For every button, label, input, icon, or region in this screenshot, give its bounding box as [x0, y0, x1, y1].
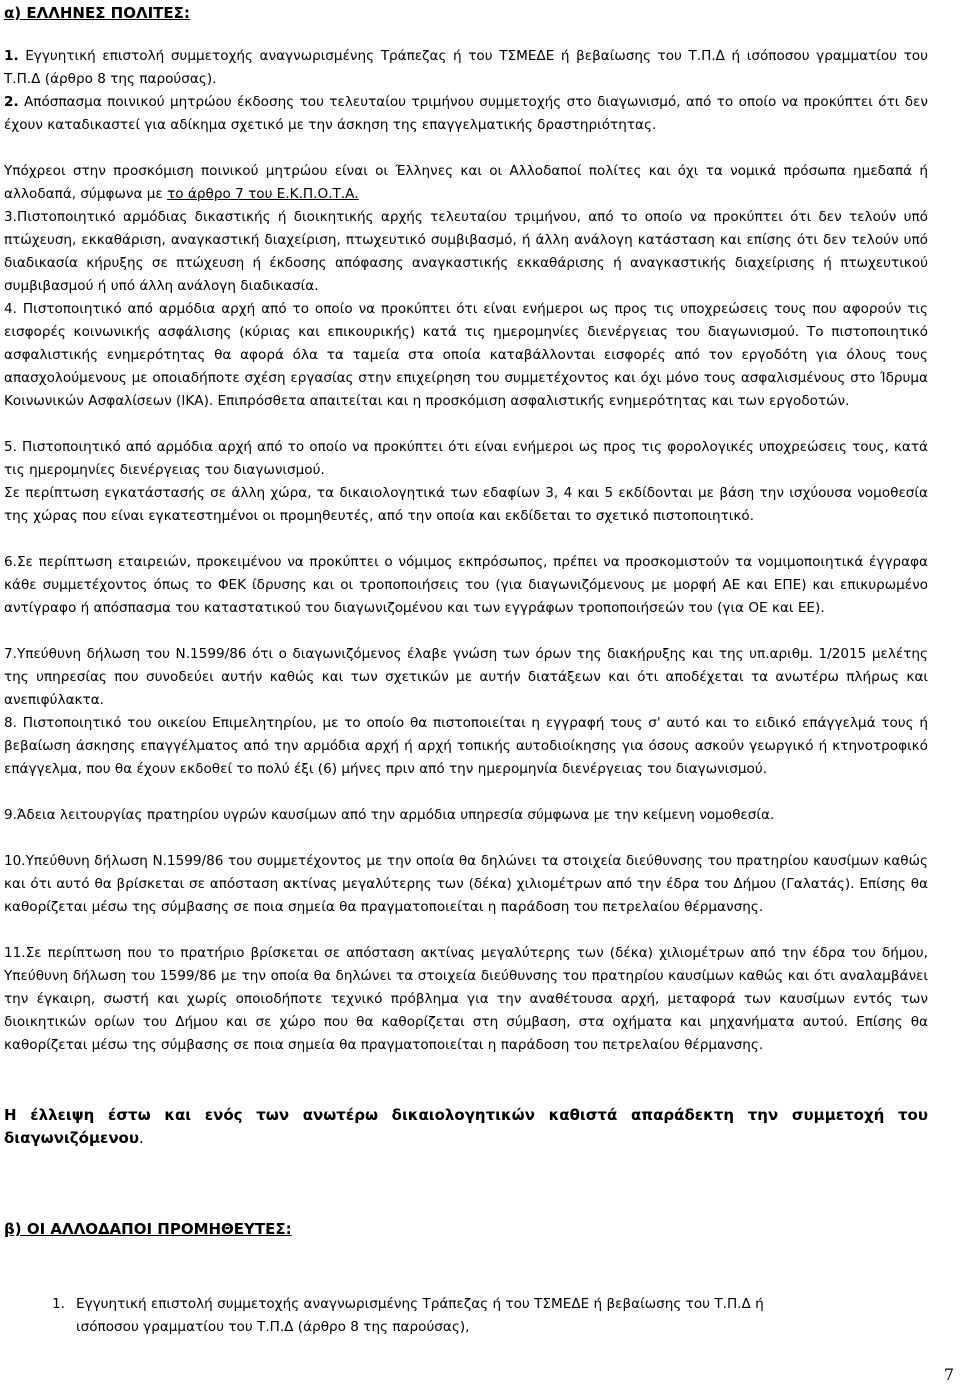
law-reference-link[interactable]: το άρθρο 7 του Ε.Κ.Π.Ο.Τ.Α.	[167, 185, 359, 202]
section-a-item-10: 10.Υπεύθυνη δήλωση Ν.1599/86 του συμμετέχοντος με την οποία θα δηλώνει τα στοιχεία διεύθυνσης του πρατηρίου καυσίμων καθώς και ότι αυτό θα βρίσκεται σε απόσταση ακτίνας μεγαλύτερης των (δέκα) χιλιομέτρων από την έδρα του Δήμου (Γαλατάς). Επίσης θα καθορίζεται μέσω της σύμβασης σε ποια σημεία θα πραγματοποιείται η παράδοση του πετρελαίου θέρμανσης.	[4, 853, 928, 915]
section-b-heading: β) ΟΙ ΑΛΛΟΔΑΠΟΙ ΠΡΟΜΗΘΕΥΤΕΣ:	[4, 1220, 292, 1238]
section-a-item-8: 8. Πιστοποιητικό του οικείου Επιμελητηρίου, με το οποίο θα πιστοποιείται η εγγραφή τους σ' αυτό και το ειδικό επάγγελμά τους ή βεβαίωση άσκησης επαγγέλματος από την αρμόδια αρχή ή αρχή τοπικής αυτοδιοίκησης για όσους ασκούν γεωργικό ή κτηνοτροφικό επάγγελμα, που θα έχουν εκδοθεί το πολύ έξι (6) μήνες πριν από την ημερομηνία διενέργειας του διαγωνισμού.	[4, 715, 928, 777]
page-number: 7	[943, 1365, 954, 1384]
section-a-item-4: 4. Πιστοποιητικό από αρμόδια αρχή από το οποίο να προκύπτει ότι είναι ενήμεροι ως προς τις υποχρεώσεις τους που αφορούν τις εισφορές κοινωνικής ασφάλισης (κύριας και επικουρικής) κατά τις ημερομηνίες διενέργειας του διαγωνισμού. Το πιστοποιητικό ασφαλιστικής ενημερότητας θα αφορά όλα τα ταμεία στα οποία καταβάλλονται εισφορές από τον εργοδότη για όλους τους απασχολούμενους με οποιαδήποτε σχέση εργασίας στην επιχείρηση του συμμετέχοντος και όχι μόνο τους ασφαλισμένους στο Ίδρυμα Κοινωνικών Ασφαλίσεων (ΙΚΑ). Επιπρόσθετα απαιτείται και η προσκόμιση ασφαλιστικής ενημερότητας και των εργοδοτών.	[4, 301, 928, 409]
closing-statement	[4, 1104, 928, 1150]
closing-period: .	[138, 1129, 144, 1147]
item-number: 2.	[4, 94, 19, 110]
section-a-item-9: 9.Άδεια λειτουργίας πρατηρίου υγρών καυσίμων από την αρμόδια υπηρεσία σύμφωνα με την κείμενη νομοθεσία.	[4, 807, 775, 823]
section-a-item-6: 6.Σε περίπτωση εταιρειών, προκειμένου να προκύπτει ο νόμιμος εκπρόσωπος, πρέπει να προσκομιστούν τα νομιμοποιητικά έγγραφα κάθε συμμετέχοντος όπως το ΦΕΚ ίδρυσης και οι τροποποιήσεις του (για διαγωνιζόμενους με μορφή ΑΕ και ΕΠΕ) και επικυρωμένο αντίγραφο ή απόσπασμα του καταστατικού του διαγωνιζομένου και των εγγράφων τροποποιήσεών του (για ΟΕ και ΕΕ).	[4, 554, 928, 616]
item-text: Εγγυητική επιστολή συμμετοχής αναγνωρισμένης Τράπεζας ή του ΤΣΜΕΔΕ ή βεβαίωσης του Τ.Π.Δ ή	[76, 1296, 764, 1312]
item-number: 1.	[4, 48, 19, 64]
section-a-item-3: 3.Πιστοποιητικό αρμόδιας δικαστικής ή διοικητικής αρχής τελευταίου τριμήνου, από το οποίο να προκύπτει ότι δεν τελούν υπό πτώχευση, εκκαθάριση, αναγκαστική διαχείριση, πτωχευτικό συμβιβασμό, ή άλλη ανάλογη κατάσταση και επίσης ότι δεν τελούν υπό διαδικασία κήρυξης σε πτώχευση ή έκδοσης απόφασης αναγκαστικής εκκαθάρισης ή αναγκαστικής διαχείρισης ή πτωχευτικού συμβιβασμού ή υπό άλλη ανάλογη διαδικασία.	[4, 209, 928, 294]
section-b-item-1-line-2: ισόποσου γραμματίου του Τ.Π.Δ (άρθρο 8 της παρούσας),	[76, 1318, 470, 1335]
section-a-item-7: 7.Υπεύθυνη δήλωση του Ν.1599/86 ότι ο διαγωνιζόμενος έλαβε γνώση των όρων της διακήρυξης και της υπ.αριθμ. 1/2015 μελέτης της υπηρεσίας που συνοδεύει αυτήν καθώς και των σχετικών με αυτήν διατάξεων και ότι αποδέχεται τα ανωτέρω πλήρως και ανεπιφύλακτα.	[4, 646, 928, 708]
section-a-item-5-note: Σε περίπτωση εγκατάστασής σε άλλη χώρα, τα δικαιολογητικά των εδαφίων 3, 4 και 5 εκδίδονται με βάση την ισχύουσα νομοθεσία της χώρας που είναι εγκατεστημένοι οι προμηθευτές, από την οποία και εκδίδεται το σχετικό πιστοποιητικό.	[4, 485, 928, 524]
section-a-item-2	[4, 91, 928, 137]
item-text: Απόσπασμα ποινικού μητρώου έκδοσης του τελευταίου τριμήνου συμμετοχής στο διαγωνισμό, από το οποίο να προκύπτει ότι δεν έχουν καταδικαστεί για αδίκημα σχετικό με την άσκηση της επαγγελματικής δραστηριότητας.	[4, 94, 928, 133]
section-b-item-1-line-1	[52, 1293, 928, 1316]
section-a-item-1	[4, 45, 928, 91]
item-number: 1.	[52, 1296, 65, 1312]
note-text: Υπόχρεοι στην προσκόμιση ποινικού μητρώου είναι οι Έλληνες και οι Αλλοδαποί πολίτες και όχι τα νομικά πρόσωπα ημεδαπά ή αλλοδαπά, σύμφωνα με	[4, 163, 928, 202]
section-a-item-2-note	[4, 160, 928, 206]
section-a-item-11: 11.Σε περίπτωση που το πρατήριο βρίσκεται σε απόσταση ακτίνας μεγαλύτερης των (δέκα) χιλιομέτρων από την έδρα του δήμου, Υπεύθυνη δήλωση του 1599/86 με την οποία θα δηλώνει τα στοιχεία διεύθυνσης του πρατηρίου καυσίμων καθώς και ότι αναλαμβάνει την έγκαιρη, σωστή και χωρίς οποιοδήποτε τεχνικό πρόβλημα για την αναθέτουσα αρχή, μεταφορά των καυσίμων εντός των διοικητικών ορίων του Δήμου και σε χώρο που θα καθορίζεται στη σύμβαση, στα οχήματα και μηχανήματα αυτού. Επίσης θα καθορίζεται μέσω της σύμβασης σε ποια σημεία θα πραγματοποιείται η παράδοση του πετρελαίου θέρμανσης.	[4, 945, 928, 1053]
item-text: Εγγυητική επιστολή συμμετοχής αναγνωρισμένης Τράπεζας ή του ΤΣΜΕΔΕ ή βεβαίωσης του Τ.Π.Δ ή ισόποσου γραμματίου του Τ.Π.Δ (άρθρο 8 της παρούσας).	[4, 48, 928, 87]
section-b-item-1	[52, 1293, 928, 1339]
section-a-heading: α) ΕΛΛΗΝΕΣ ΠΟΛΙΤΕΣ:	[4, 4, 190, 22]
section-a-item-5: 5. Πιστοποιητικό από αρμόδια αρχή από το οποίο να προκύπτει ότι είναι ενήμεροι ως προς τις φορολογικές υποχρεώσεις τους, κατά τις ημερομηνίες διενέργειας του διαγωνισμού.	[4, 439, 928, 478]
closing-bold-text: Η έλλειψη έστω και ενός των ανωτέρω δικαιολογητικών καθιστά απαράδεκτη την συμμετοχή του διαγωνιζόμενου	[4, 1106, 928, 1147]
